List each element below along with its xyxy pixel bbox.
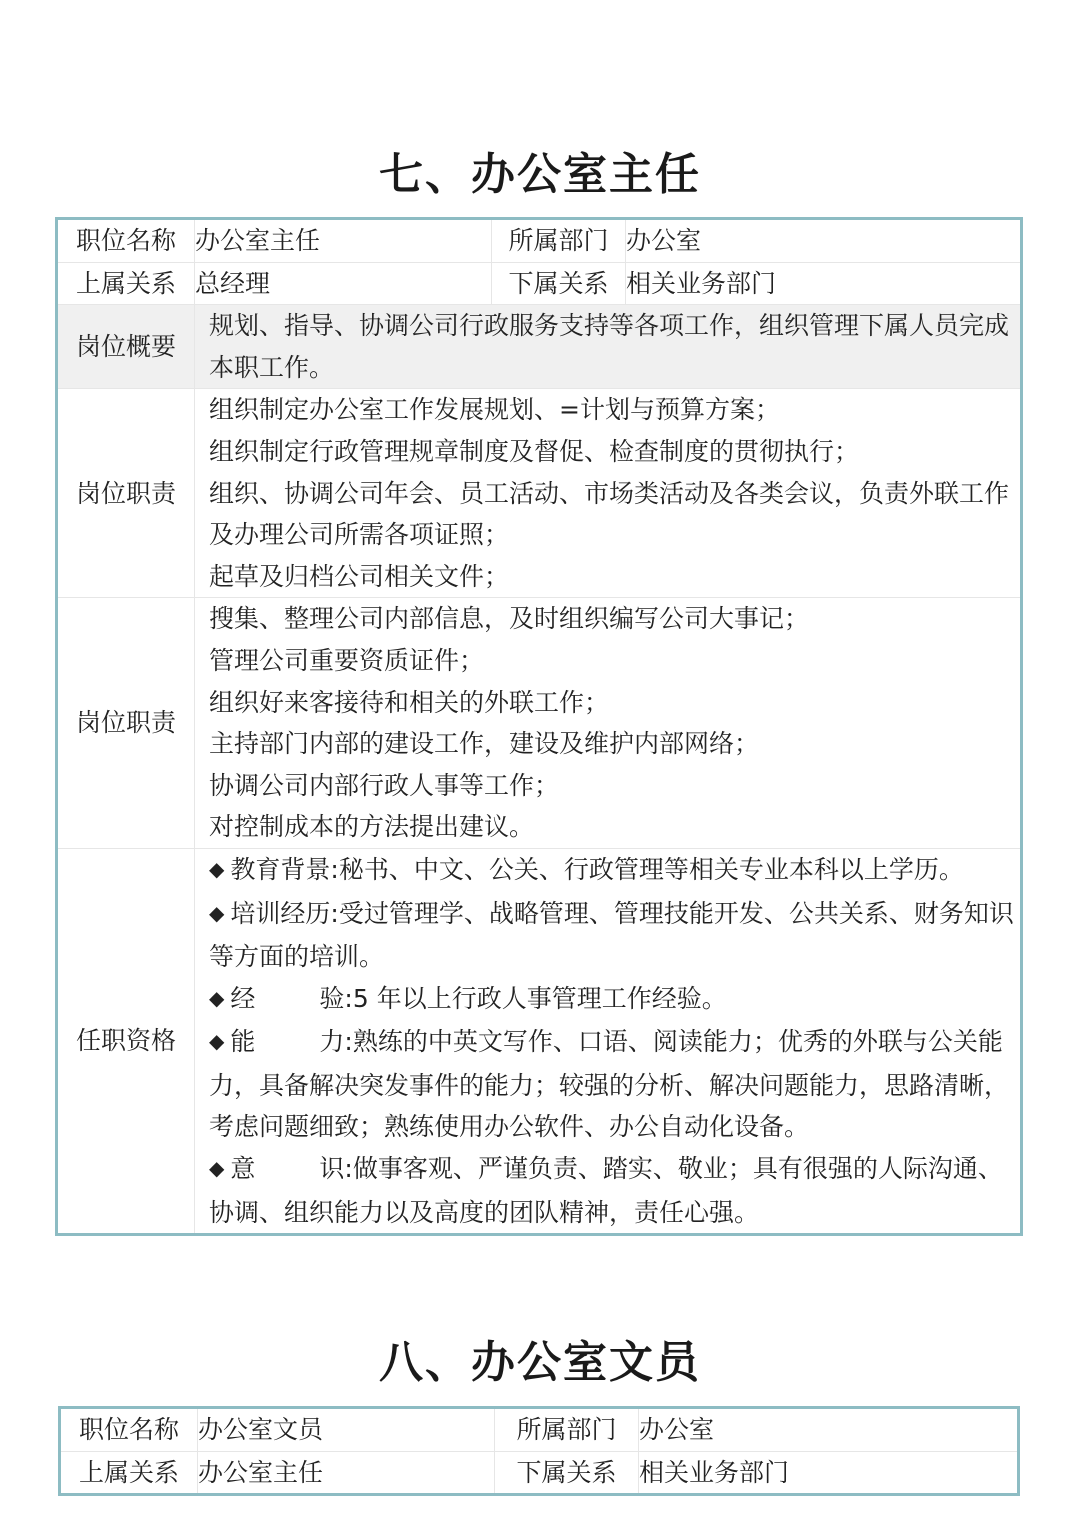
superior-value: 办公室主任	[198, 1451, 495, 1495]
superior-value: 总经理	[195, 262, 492, 305]
duty-item: 组织制定行政管理规章制度及督促、检查制度的贯彻执行；	[209, 436, 860, 466]
overview-text: 规划、指导、协调公司行政服务支持等各项工作，组织管理下属人员完成本职工作。	[195, 305, 1022, 389]
subordinate-label: 下属关系	[492, 262, 626, 305]
superior-label: 上属关系	[57, 262, 195, 305]
duty-item: 组织好来客接待和相关的外联工作；	[209, 687, 610, 717]
department-label: 所属部门	[495, 1408, 639, 1452]
diamond-bullet-icon: ◆	[209, 900, 225, 925]
duty-item: 起草及归档公司相关文件；	[209, 561, 510, 591]
duty-item: 主持部门内部的建设工作，建设及维护内部网络；	[209, 729, 760, 759]
job-name-label: 职位名称	[57, 219, 195, 263]
duty-item: 组织、协调公司年会、员工活动、市场类活动及各类会议，负责外联工作及办理公司所需各项证照；	[209, 478, 1010, 550]
job-description-table	[55, 217, 1023, 1236]
overview-label: 岗位概要	[57, 305, 195, 389]
duty-item: 管理公司重要资质证件；	[209, 645, 485, 675]
superior-label: 上属关系	[60, 1451, 198, 1495]
qualification-item: ◆ 能 力:熟练的中英文写作、口语、阅读能力；优秀的外联与公关能力，具备解决突发事件的能力；较强的分析、解决问题能力，思路清晰，考虑问题细致；熟练使用办公软件、办公自动化设备。	[209, 1027, 1010, 1142]
job-name-label: 职位名称	[60, 1408, 198, 1452]
qualification-item: ◆ 培训经历:受过管理学、战略管理、管理技能开发、公共关系、财务知识等方面的培训。	[209, 898, 1014, 972]
duty-item: 协调公司内部行政人事等工作；	[209, 770, 560, 800]
diamond-bullet-icon: ◆	[209, 856, 225, 881]
job-name-value: 办公室主任	[195, 219, 492, 263]
section-title: 八、办公室文员	[379, 1337, 701, 1388]
duties-list	[195, 598, 1022, 849]
job-name-value: 办公室文员	[198, 1408, 495, 1452]
diamond-bullet-icon: ◆	[209, 985, 225, 1010]
department-value: 办公室	[626, 219, 1022, 263]
section-title: 七、办公室主任	[379, 149, 701, 200]
subordinate-value: 相关业务部门	[626, 262, 1022, 305]
qualification-item: ◆ 经 验:5 年以上行政人事管理工作经验。	[209, 983, 727, 1013]
duties-label: 岗位职责	[57, 598, 195, 849]
job-description-table	[58, 1406, 1020, 1496]
qualifications-list	[195, 848, 1022, 1234]
qualification-item: ◆ 教育背景:秘书、中文、公关、行政管理等相关专业本科以上学历。	[209, 854, 964, 884]
duties-label: 岗位职责	[57, 389, 195, 598]
subordinate-label: 下属关系	[495, 1451, 639, 1495]
duties-list	[195, 389, 1022, 598]
diamond-bullet-icon: ◆	[209, 1156, 225, 1181]
duty-item: 对控制成本的方法提出建议。	[209, 812, 535, 842]
qualifications-label: 任职资格	[57, 848, 195, 1234]
duty-item: 搜集、整理公司内部信息，及时组织编写公司大事记；	[209, 604, 810, 634]
qualification-item: ◆ 意 识:做事客观、严谨负责、踏实、敬业；具有很强的人际沟通、协调、组织能力以及高度的团队精神，责任心强。	[209, 1154, 1003, 1227]
department-value: 办公室	[639, 1408, 1019, 1452]
diamond-bullet-icon: ◆	[209, 1029, 225, 1054]
duty-item: 组织制定办公室工作发展规划、=计划与预算方案；	[209, 395, 780, 425]
department-label: 所属部门	[492, 219, 626, 263]
subordinate-value: 相关业务部门	[639, 1451, 1019, 1495]
